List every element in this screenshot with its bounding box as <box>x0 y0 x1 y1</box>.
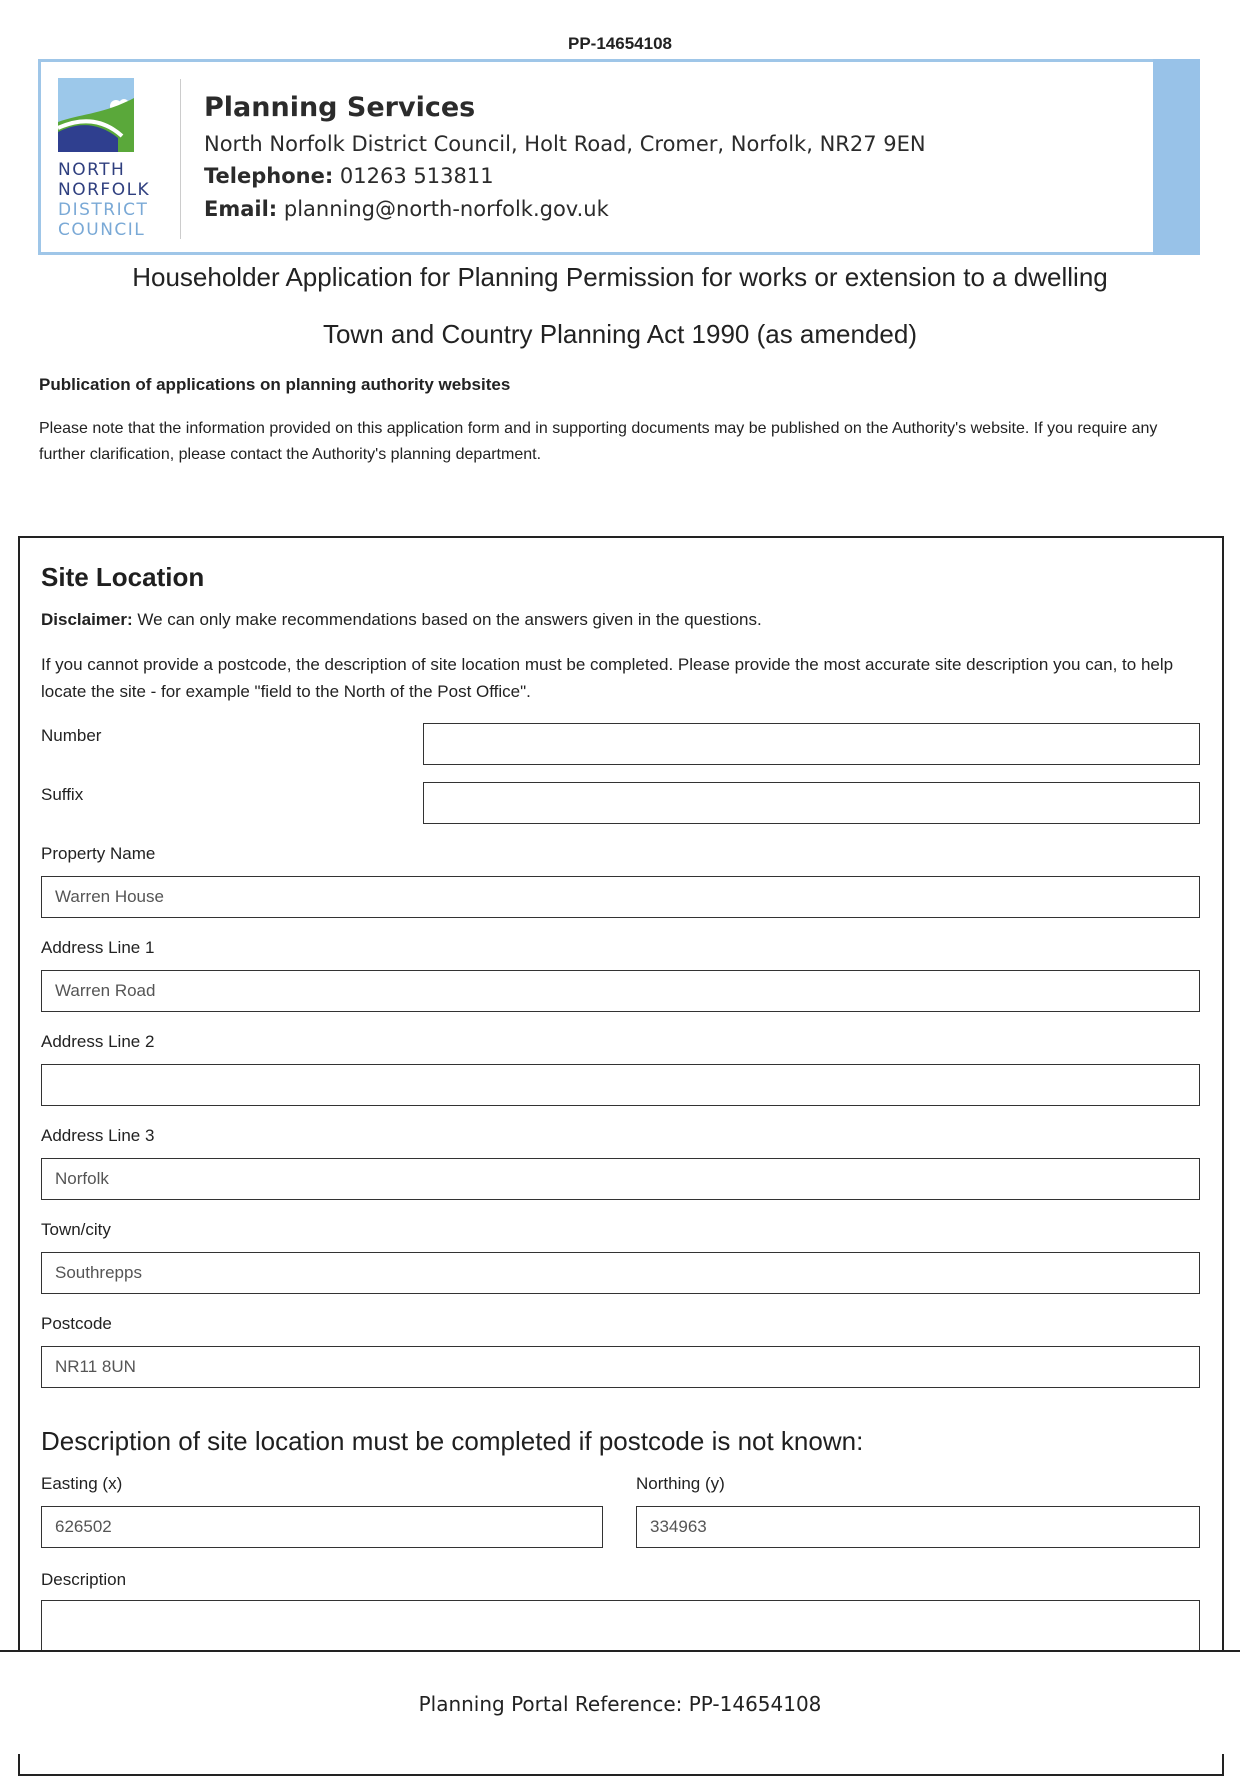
header-title: Planning Services <box>204 92 476 123</box>
footer-reference: Planning Portal Reference: PP-14654108 <box>418 1692 822 1716</box>
header-telephone <box>204 164 494 188</box>
email-label: Email: <box>204 197 278 221</box>
postcode-label: Postcode <box>41 1314 112 1333</box>
council-logo-icon <box>58 78 134 152</box>
description-label: Description <box>41 1570 127 1589</box>
address-line-1-label: Address Line 1 <box>41 938 155 957</box>
description-heading: Description of site location must be completed if postcode is not known: <box>41 1426 864 1456</box>
council-logo-text <box>58 160 168 240</box>
disclaimer <box>41 610 762 630</box>
logo-line: NORFOLK <box>58 180 151 200</box>
act-title: Town and Country Planning Act 1990 (as amended) <box>322 319 918 349</box>
logo-line: DISTRICT <box>58 200 149 220</box>
number-input[interactable] <box>423 723 1200 765</box>
easting-label: Easting (x) <box>41 1474 123 1493</box>
address-line-2-label: Address Line 2 <box>41 1032 155 1051</box>
publication-heading: Publication of applications on planning authority websites <box>39 375 511 394</box>
disclaimer-label: Disclaimer: <box>41 610 133 629</box>
easting-input[interactable]: 626502 <box>41 1506 603 1548</box>
town-city-input[interactable]: Southrepps <box>41 1252 1200 1294</box>
page-reference-top: PP-14654108 <box>568 34 672 53</box>
site-location-section <box>18 536 1224 1776</box>
telephone-label: Telephone: <box>204 164 334 188</box>
section-title: Site Location <box>41 562 205 592</box>
postcode-note: If you cannot provide a postcode, the description of site location must be completed. Please provide the most accurate site description you can, to help locate the site - for example "field to the North of the Post Office". <box>41 655 1174 701</box>
property-name-input[interactable]: Warren House <box>41 876 1200 918</box>
address-line-3-input[interactable]: Norfolk <box>41 1158 1200 1200</box>
northing-label: Northing (y) <box>636 1474 725 1493</box>
disclaimer-text: We can only make recommendations based on the answers given in the questions. <box>132 610 762 629</box>
header-banner <box>38 59 1199 255</box>
publication-text: Please note that the information provided on this application form and in supporting documents may be published on the Authority's website. If you require any further clarification, please contact the Authority's planning department. <box>39 420 1158 463</box>
northing-input[interactable]: 334963 <box>636 1506 1200 1548</box>
header-stripe <box>1153 59 1200 255</box>
logo-line: COUNCIL <box>58 220 146 240</box>
postcode-input[interactable]: NR11 8UN <box>41 1346 1200 1388</box>
header-divider <box>180 79 181 239</box>
property-name-label: Property Name <box>41 844 156 863</box>
suffix-input[interactable] <box>423 782 1200 824</box>
footer-divider <box>0 1650 1240 1652</box>
address-line-3-label: Address Line 3 <box>41 1126 155 1145</box>
email-address: planning@north-norfolk.gov.uk <box>283 197 609 221</box>
number-label: Number <box>41 726 102 745</box>
header-address: North Norfolk District Council, Holt Road, Cromer, Norfolk, NR27 9EN <box>204 132 926 156</box>
address-line-2-input[interactable] <box>41 1064 1200 1106</box>
town-city-label: Town/city <box>41 1220 111 1239</box>
logo-line: NORTH <box>58 160 126 180</box>
application-title: Householder Application for Planning Permission for works or extension to a dwelling <box>132 262 1108 292</box>
telephone-number: 01263 513811 <box>339 164 494 188</box>
address-line-1-input[interactable]: Warren Road <box>41 970 1200 1012</box>
suffix-label: Suffix <box>41 785 84 804</box>
header-email <box>204 197 609 221</box>
